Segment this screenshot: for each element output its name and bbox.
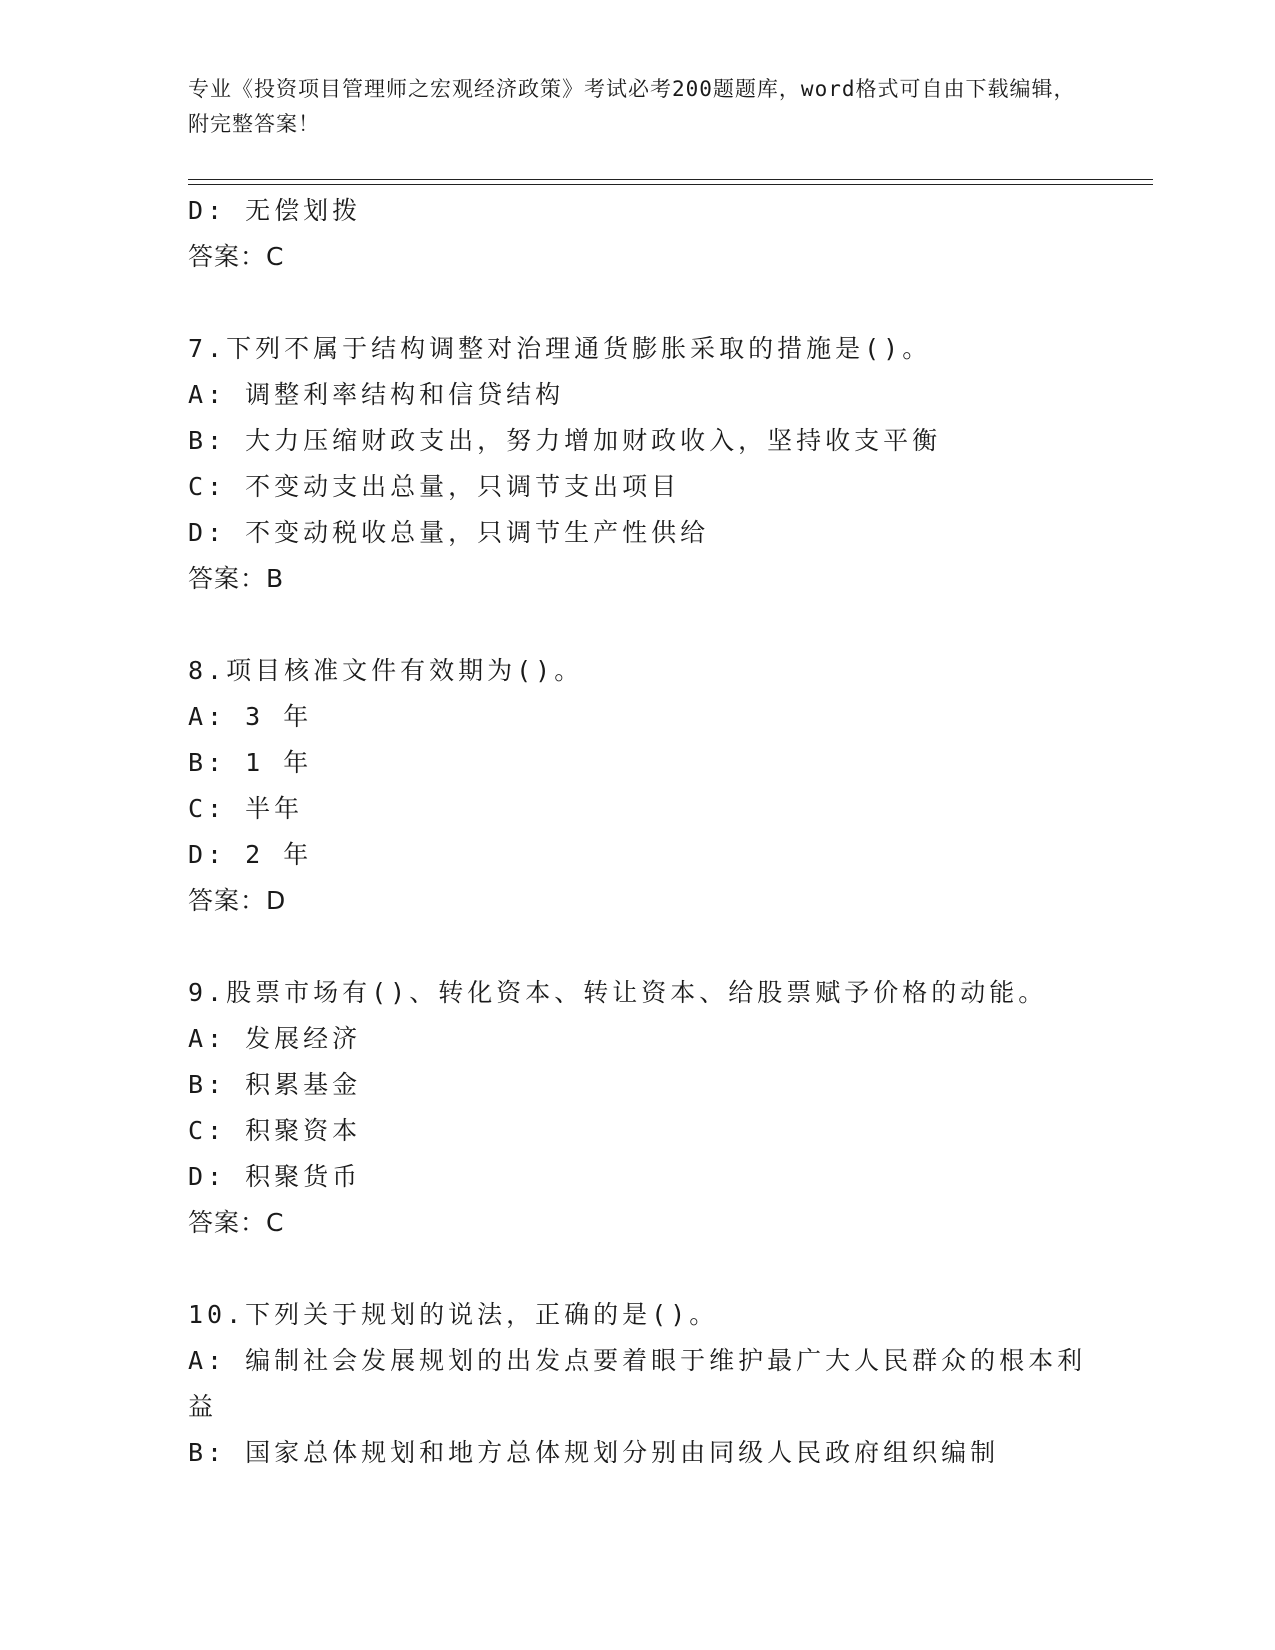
- spacer: [188, 1246, 1088, 1292]
- spacer: [188, 924, 1088, 970]
- question-9-option-d: D: 积聚货币: [188, 1162, 362, 1191]
- question-10-option-a: A: 编制社会发展规划的出发点要着眼于维护最广大人民群众的根本利益: [188, 1346, 1087, 1421]
- question-8-answer: 答案：D: [188, 886, 287, 915]
- header-divider-line: [188, 179, 1153, 180]
- question-10-stem: 10.下列关于规划的说法，正确的是()。: [188, 1300, 719, 1329]
- spacer: [188, 280, 1088, 326]
- question-9-option-b: B: 积累基金: [188, 1070, 362, 1099]
- question-8-option-d: D: 2 年: [188, 840, 313, 869]
- question-7-stem: 7.下列不属于结构调整对治理通货膨胀采取的措施是()。: [188, 334, 932, 363]
- question-8-stem: 8.项目核准文件有效期为()。: [188, 656, 584, 685]
- question-9-option-c: C: 积聚资本: [188, 1116, 362, 1145]
- prev-question-answer: 答案：C: [188, 242, 285, 271]
- question-9-option-a: A: 发展经济: [188, 1024, 362, 1053]
- question-9-stem: 9.股票市场有()、转化资本、转让资本、给股票赋予价格的动能。: [188, 978, 1048, 1007]
- header-divider-line-secondary: [188, 184, 1153, 185]
- question-8-option-c: C: 半年: [188, 794, 304, 823]
- question-8-option-b: B: 1 年: [188, 748, 313, 777]
- question-7-option-c: C: 不变动支出总量，只调节支出项目: [188, 472, 681, 501]
- question-7-answer: 答案：B: [188, 564, 285, 593]
- question-9-answer: 答案：C: [188, 1208, 285, 1237]
- prev-question-option-d: D: 无偿划拨: [188, 196, 362, 225]
- question-7-option-d: D: 不变动税收总量，只调节生产性供给: [188, 518, 710, 547]
- question-7-option-b: B: 大力压缩财政支出，努力增加财政收入，坚持收支平衡: [188, 426, 942, 455]
- question-list: [188, 188, 1088, 1476]
- question-7-option-a: A: 调整利率结构和信贷结构: [188, 380, 565, 409]
- question-10-option-b: B: 国家总体规划和地方总体规划分别由同级人民政府组织编制: [188, 1438, 1000, 1467]
- spacer: [188, 602, 1088, 648]
- document-header: 专业《投资项目管理师之宏观经济政策》考试必考200题题库，word格式可自由下载编辑，附完整答案！: [188, 77, 1076, 136]
- question-8-option-a: A: 3 年: [188, 702, 313, 731]
